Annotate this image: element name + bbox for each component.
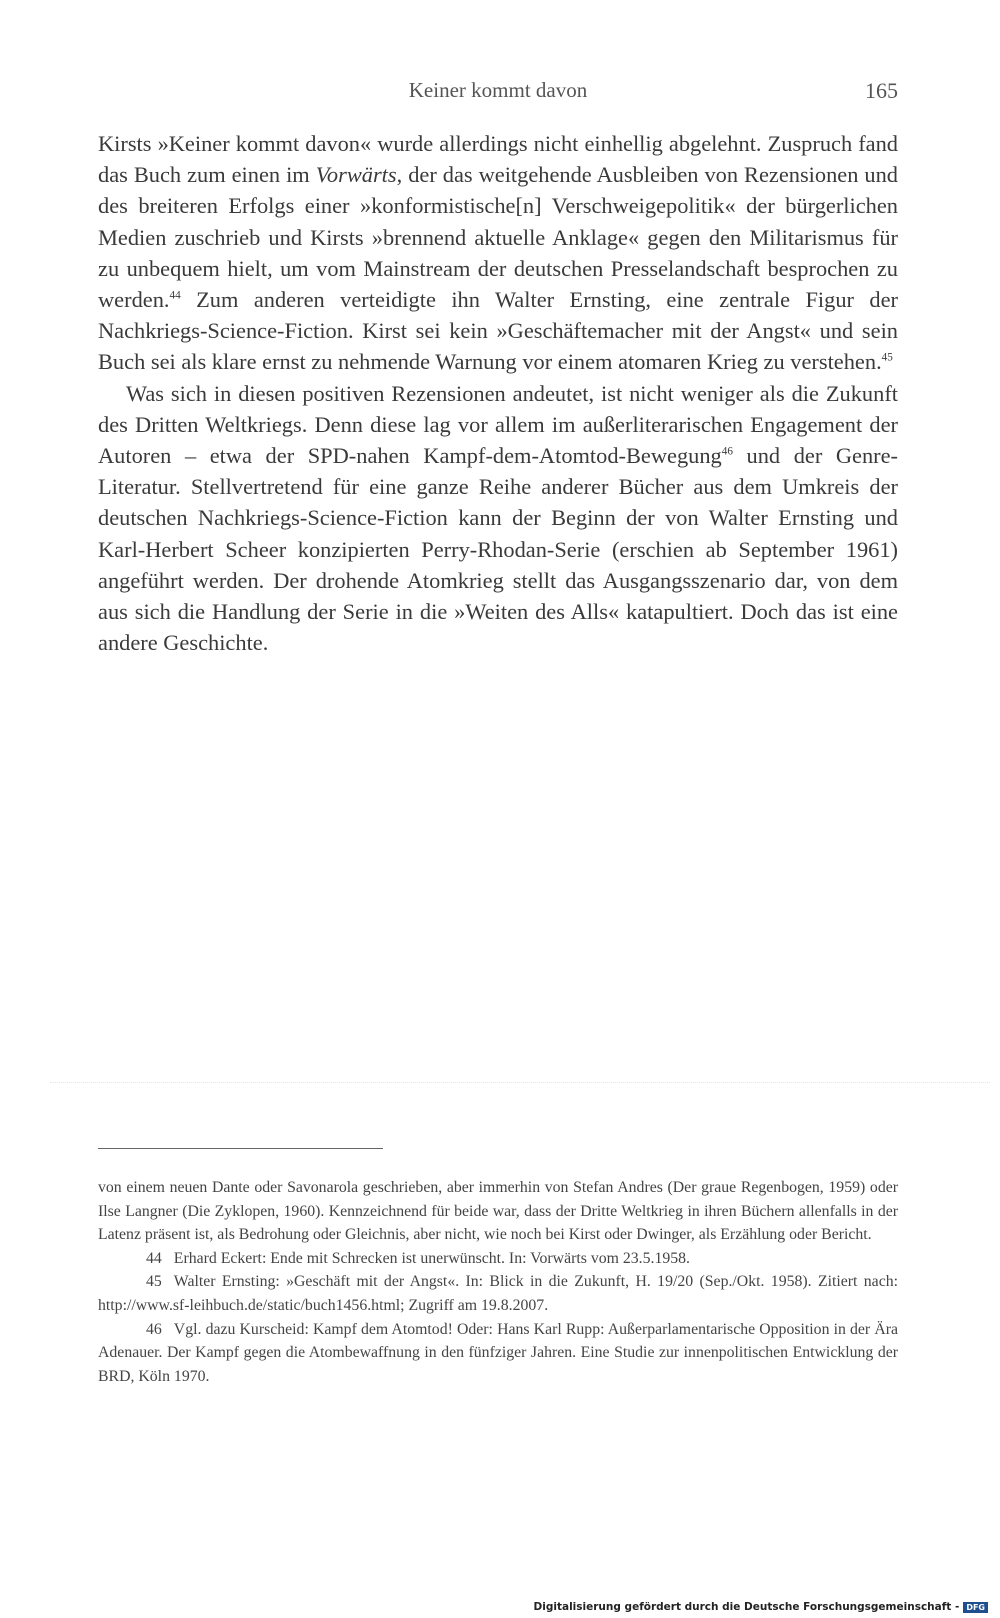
credit-text: Digitalisierung gefördert durch die Deutsche Forschungsgemeinschaft - bbox=[533, 1601, 960, 1613]
footnote-45 bbox=[98, 1270, 898, 1317]
footnote-46 bbox=[98, 1318, 898, 1389]
footnote-number: 46 bbox=[146, 1320, 162, 1338]
paragraph-2 bbox=[98, 378, 898, 659]
footnote-text: Vgl. dazu Kurscheid: Kampf dem Atomtod! Oder: Hans Karl Rupp: Außerparlamentarische Opposition in der Ära Adenauer. Der Kampf gegen die Atombewaffnung in den fünfziger Jahren. Eine Studie zur innenpolitischen Entwicklung der BRD, Köln 1970. bbox=[98, 1320, 898, 1385]
text-run: Kirsts »Keiner kommt davon« wurde allerdings nicht einhellig abgelehnt. Zuspruch fand das Buch zum einen im bbox=[98, 131, 898, 188]
text-run: Was sich in diesen positiven Rezensionen andeutet, ist nicht weniger als die Zukunft des Dritten Weltkriegs. Denn diese lag vor allem im außerliterarischen Engagement der Autoren – etwa der SPD-nahen Kampf-dem-Atomtod-Bewegung bbox=[98, 380, 898, 469]
running-head bbox=[98, 78, 898, 108]
footnote-44 bbox=[98, 1247, 898, 1271]
dfg-logo-icon: DFG bbox=[963, 1602, 988, 1613]
text-run: , der das weitgehende Ausbleiben von Rezensionen und des breiteren Erfolgs einer »konformistische[n] Verschweigepolitik« der bürgerlichen Medien zuschrieb und Kirsts »brennend aktuelle Anklage« gegen den Militarismus für zu unbequem hielt, um vom Mainstream der deutschen Presselandschaft besprochen zu werden. bbox=[98, 162, 898, 313]
emphasis-vorwaerts: Vorwärts bbox=[315, 162, 397, 188]
paragraph-1 bbox=[98, 128, 898, 378]
footnote-ref-44[interactable]: 44 bbox=[169, 289, 181, 302]
footnote-continuation: von einem neuen Dante oder Savonarola geschrieben, aber immerhin von Stefan Andres (Der graue Regenbogen, 1959) oder Ilse Langner (Die Zyklopen, 1960). Kennzeichnend für beide war, dass der Dritte Weltkrieg in ihren Büchern allenfalls in der Latenz präsent ist, als Bedrohung oder Gleichnis, aber nicht, wie noch bei Kirst oder Dwinger, als Erzählung oder Bericht. bbox=[98, 1179, 898, 1244]
page-number: 165 bbox=[865, 78, 898, 103]
footnote-number: 45 bbox=[146, 1273, 162, 1291]
footnote-text: Walter Ernsting: »Geschäft mit der Angst«. In: Blick in die Zukunft, H. 19/20 (Sep./Okt. 1958). Zitiert nach: http://www.sf-leihbuch.de/static/buch1456.html; Zugriff am 19.8.2007. bbox=[98, 1273, 898, 1314]
footnotes bbox=[98, 1176, 898, 1388]
footnote-number: 44 bbox=[146, 1249, 162, 1267]
footnote-ref-45[interactable]: 45 bbox=[881, 351, 893, 364]
footnote-separator bbox=[98, 1148, 383, 1149]
running-title: Keiner kommt davon bbox=[408, 78, 588, 102]
main-text bbox=[98, 128, 898, 658]
scan-dotted-line bbox=[50, 1082, 990, 1083]
footnote-ref-46[interactable]: 46 bbox=[721, 445, 733, 458]
digitization-credit bbox=[534, 1601, 988, 1613]
text-run: Zum anderen verteidigte ihn Walter Ernsting, eine zentrale Figur der Nachkriegs-Science-Fiction. Kirst sei kein »Geschäftemacher mit der Angst« und sein Buch sei als klare ernst zu nehmende Warnung vor einem atomaren Krieg zu verstehen. bbox=[98, 287, 898, 375]
footnote-text: Erhard Eckert: Ende mit Schrecken ist unerwünscht. In: Vorwärts vom 23.5.1958. bbox=[173, 1249, 691, 1267]
text-run: und der Genre-Literatur. Stellvertretend für eine ganze Reihe anderer Bücher aus dem Umkreis der deutschen Nachkriegs-Science-Fiction kann der Beginn der von Walter Ernsting und Karl-Herbert Scheer konzipierten Perry-Rhodan-Serie (erschien ab September 1961) angeführt werden. Der drohende Atomkrieg stellt das Ausgangsszenario dar, von dem aus sich die Handlung der Serie in die »Weiten des Alls« katapultiert. Doch das ist eine andere Geschichte. bbox=[98, 443, 899, 656]
